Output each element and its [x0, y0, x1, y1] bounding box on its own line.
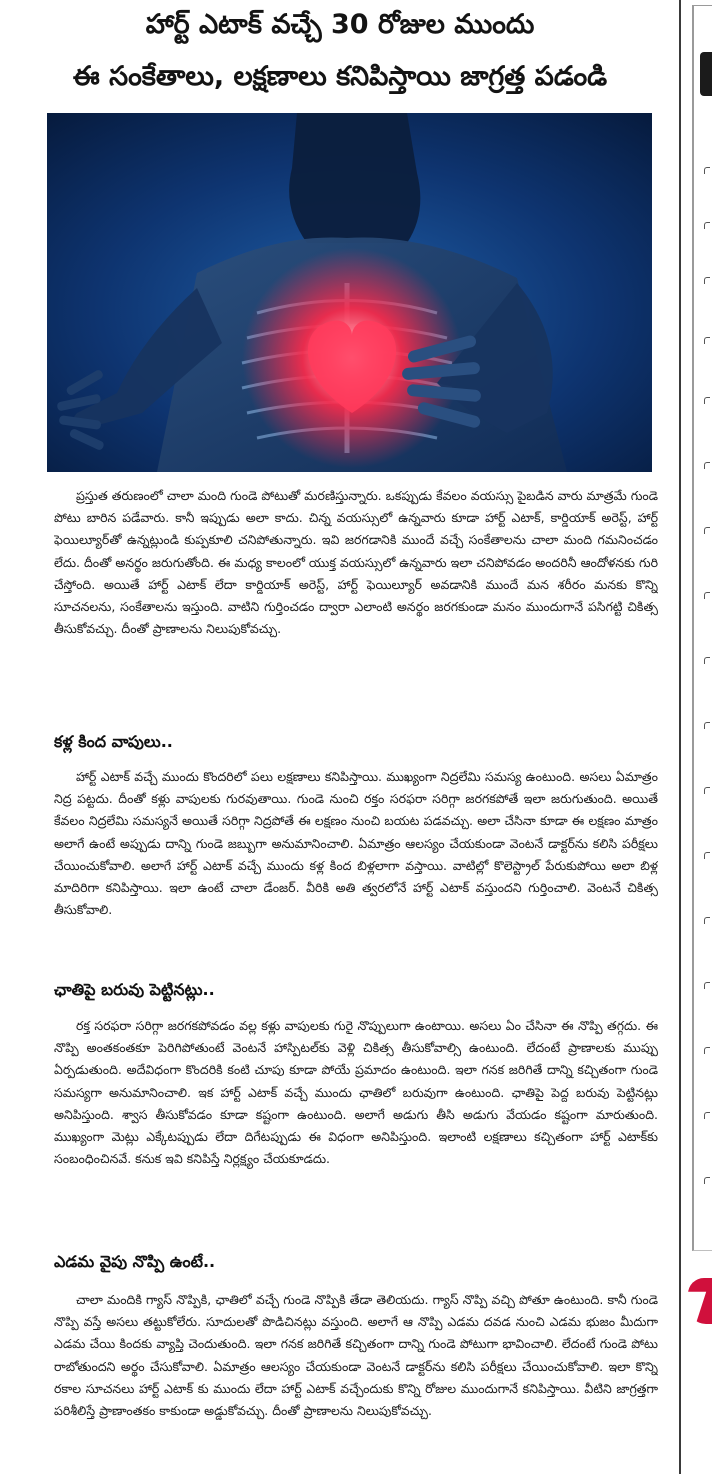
- side-text-fragment: [704, 655, 710, 665]
- side-text-fragment: [704, 850, 710, 860]
- paragraph-eye-swelling: హార్ట్ ఎటాక్ వచ్చే ముందు కొందరిలో పలు లక్షణాలు కనిపిస్తాయి. ముఖ్యంగా నిద్రలేమి సమస్య ఉంటుంది. అసలు ఏమాత్రం నిద్ర పట్టదు. దీంతో కళ్లు వాపులకు గురవుతాయి. గుండె నుంచి రక్తం సరఫరా సరిగ్గా జరగకపోతే ఇలా జరుగుతుంది. అయితే కేవలం నిద్రలేమి సమస్యనే అయితే సరిగ్గా నిద్రపోతే ఈ లక్షణం నుంచి బయట పడవచ్చు. అలా చేసినా కూడా ఈ లక్షణం మాత్రం అలాగే ఉంటే అప్పుడు దాన్ని గుండె జబ్బుగా అనుమానించాలి. ఏమాత్రం ఆలస్యం చేయకుండా వెంటనే డాక్టర్‌ను కలిసి పరీక్షలు చేయించుకోవాలి. అలాగే హార్ట్ ఎటాక్ వచ్చే ముందు కళ్ల కింద బిళ్లలాగా వస్తాయి. వాటిల్లో కొలెస్ట్రాల్ పేరుకుపోయి అలా బిళ్ల మాదిరిగా కనిపిస్తాయి. ఇలా ఉంటే చాలా డేంజర్. వీరికి అతి త్వరలోనే హార్ట్ ఎటాక్ వస్తుందని గుర్తించాలి. వెంటనే చికిత్స తీసుకోవాలి.: [54, 769, 658, 918]
- side-text-fragment: [704, 335, 710, 345]
- side-top-rule: [694, 5, 712, 6]
- side-text-fragment: [704, 1045, 710, 1055]
- side-text-fragment: [704, 525, 710, 535]
- subheading-left-side-pain: ఎడమ వైపు నొప్పి ఉంటే..: [54, 1252, 216, 1271]
- side-text-fragment: [704, 275, 710, 285]
- side-text-fragment: [704, 460, 710, 470]
- hero-image: [47, 113, 652, 472]
- side-text-fragment: [704, 395, 710, 405]
- paragraph-intro: ప్రస్తుత తరుణంలో చాలా మంది గుండె పోటుతో మరణిస్తున్నారు. ఒకప్పుడు కేవలం వయస్సు పైబడిన వారు మాత్రమే గుండె పోటు బారిన పడేవారు. కానీ ఇప్పుడు అలా కాదు. చిన్న వయస్సులో ఉన్నవారు కూడా హార్ట్ ఎటాక్, కార్డియాక్ అరెస్ట్, హార్ట్ ఫెయిల్యూర్‌తో ఉన్నట్లుండి కుప్పకూలి చనిపోతున్నారు. ఇవి జరగడానికి ముందే వచ్చే సంకేతాలను చాలా మంది గమనించడం లేదు. దీంతో అనర్థం జరుగుతోంది. ఈ మధ్య కాలంలో యుక్త వయస్సులో ఉన్నవారు ఇలా చనిపోవడం అందరినీ ఆందోళనకు గురి చేస్తోంది. అయితే హార్ట్ ఎటాక్ లేదా కార్డియాక్ అరెస్ట్, హార్ట్ ఫెయిల్యూర్ అవడానికి ముందే మన శరీరం మనకు కొన్ని సూచనలను, సంకేతాలను ఇస్తుంది. వాటిని గుర్తించడం ద్వారా ఎలాంటి అనర్థం జరగకుండా మనం ముందుగానే పసిగట్టి చికిత్స తీసుకోవచ్చు. దీంతో ప్రాణాలను నిలుపుకోవచ్చు.: [54, 488, 658, 637]
- paragraph-chest-weight: రక్త సరఫరా సరిగ్గా జరగకపోవడం వల్ల కళ్లు వాపులకు గురై నొప్పులుగా ఉంటాయి. అసలు ఏం చేసినా ఈ నొప్పి తగ్గదు. ఈ నొప్పి అంతకంతకూ పెరిగిపోతుంటే వెంటనే హాస్పిటల్‌కు వెళ్లి చికిత్స తీసుకోవాల్సి ఉంటుంది. లేదంటే ప్రాణాలకు ముప్పు ఏర్పడుతుంది. అదేవిధంగా కొందరికి కంటి చూపు కూడా పోయే ప్రమాదం ఉంటుంది. ఇలా గనక జరిగితే దాన్ని కచ్చితంగా గుండె సమస్యగా అనుమానించాలి. ఇక హార్ట్ ఎటాక్ వచ్చే ముందు ఛాతిలో బరువుగా ఉంటుంది. ఛాతిపై పెద్ద బరువు పెట్టినట్లు అనిపిస్తుంది. శ్వాస తీసుకోవడం కూడా కష్టంగా ఉంటుంది. అలాగే అడుగు తీసి అడుగు వేయడం కష్టంగా మారుతుంది. ముఖ్యంగా మెట్లు ఎక్కేటప్పుడు లేదా దిగేటప్పుడు ఈ విధంగా అనిపిస్తుంది. ఇలాంటి లక్షణాలు కచ్చితంగా హార్ట్ ఎటాక్‌కు సంబంధించినవే. కనుక ఇవి కనిపిస్తే నిర్లక్ష్యం చేయకూడదు.: [54, 1018, 658, 1167]
- adjacent-column-fragment: [692, 5, 712, 1251]
- subheading-eye-swelling: కళ్ల కింద వాపులు..: [54, 732, 173, 751]
- side-text-fragment: [704, 980, 710, 990]
- side-text-fragment: [704, 785, 710, 795]
- subheading-chest-weight: ఛాతిపై బరువు పెట్టినట్లు..: [54, 980, 215, 999]
- side-headline-fragment: [700, 52, 712, 96]
- heart-attack-illustration: [47, 113, 652, 472]
- headline-line-1: హార్ట్ ఎటాక్ వచ్చే 30 రోజుల ముందు: [145, 9, 535, 40]
- adjacent-logo-fragment: [688, 1278, 712, 1324]
- paragraph-left-side-pain: చాలా మందికి గ్యాస్ నొప్పికి, ఛాతిలో వచ్చే గుండె నొప్పికి తేడా తెలియదు. గ్యాస్ నొప్పి వచ్చి పోతూ ఉంటుంది. కానీ గుండె నొప్పి వస్తే అసలు తట్టుకోలేరు. సూదులతో పొడిచినట్లు వస్తుంది. అలాగే ఆ నొప్పి ఎడమ దవడ నుంచి ఎడమ భుజం మీదుగా ఎడమ చేయి కిందకు వ్యాప్తి చెందుతుంది. ఇలా గనక జరిగితే కచ్చితంగా దాన్ని గుండె పోటుగా భావించాలి. లేదంటే గుండె పోటు రాబోతుందని అర్థం చేసుకోవాలి. ఏమాత్రం ఆలస్యం చేయకుండా వెంటనే డాక్టర్‌ను కలిసి పరీక్షలు చేయించుకోవాలి. ఇలా కొన్ని రకాల సూచనలు హార్ట్ ఎటాక్ కు ముందు లేదా హార్ట్ ఎటాక్ వచ్చేందుకు కొన్ని రోజుల ముందుగానే కనిపిస్తాయి. వీటిని జాగ్రత్తగా పరిశీలిస్తే ప్రాణాంతకం కాకుండా అడ్డుకోవచ్చు. దీంతో ప్రాణాలను నిలుపుకోవచ్చు.: [54, 1292, 658, 1419]
- side-text-fragment: [704, 720, 710, 730]
- side-text-fragment: [704, 1175, 710, 1185]
- side-text-fragment: [704, 915, 710, 925]
- side-text-fragment: [704, 220, 710, 230]
- side-text-fragment: [704, 165, 710, 175]
- side-text-fragment: [704, 1110, 710, 1120]
- headline-line-2: ఈ సంకేతాలు, లక్షణాలు కనిపిస్తాయి జాగ్రత్త పడండి: [72, 61, 608, 92]
- column-divider: [679, 0, 681, 1474]
- side-text-fragment: [704, 590, 710, 600]
